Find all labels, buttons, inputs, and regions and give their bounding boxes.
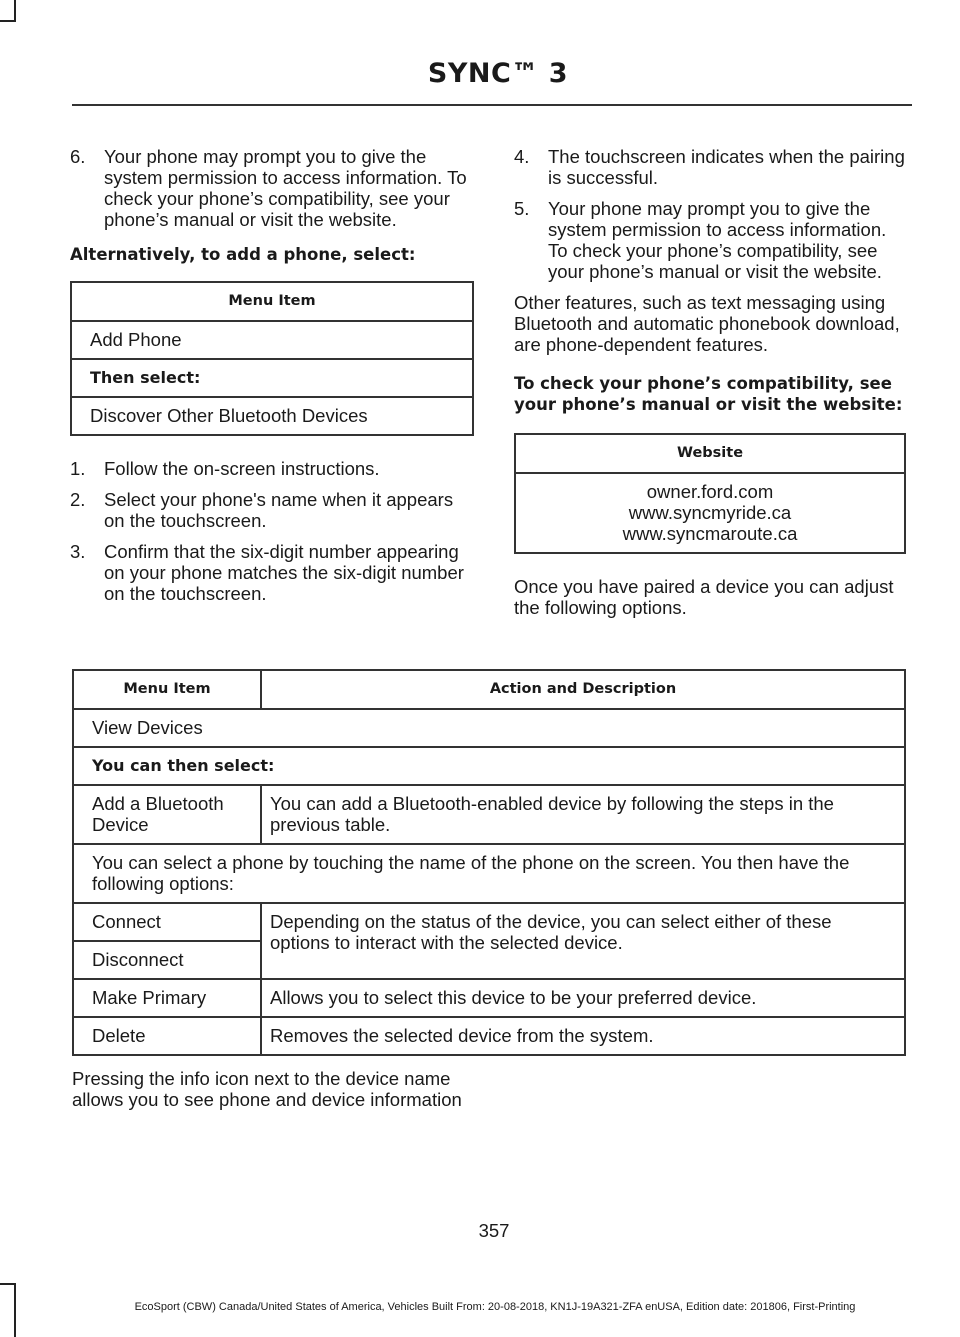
table-cell: You can add a Bluetooth-enabled device by following the steps in the previous table. bbox=[261, 785, 905, 844]
once-paired-paragraph: Once you have paired a device you can adjust the following options. bbox=[514, 576, 894, 618]
website-table bbox=[514, 433, 906, 554]
device-options-table bbox=[72, 669, 906, 1056]
crop-mark-top-left-h bbox=[0, 20, 16, 22]
table-cell: You can select a phone by touching the name of the phone on the screen. You then have the following options: bbox=[73, 844, 905, 903]
table-header: Website bbox=[515, 434, 905, 473]
table-cell: Allows you to select this device to be your preferred device. bbox=[261, 979, 905, 1017]
list-text: Follow the on-screen instructions. bbox=[104, 458, 380, 479]
left-column bbox=[70, 146, 474, 614]
table-cell: Then select: bbox=[71, 359, 473, 397]
list-item-6 bbox=[70, 146, 474, 230]
list-text: Confirm that the six-digit number appearing on your phone matches the six-digit number on the touchscreen. bbox=[104, 541, 464, 604]
website-link[interactable]: www.syncmyride.ca bbox=[628, 502, 792, 523]
table-cell: Depending on the status of the device, you can select either of these options to interact with the selected device. bbox=[261, 903, 905, 979]
website-link[interactable]: owner.ford.com bbox=[646, 481, 774, 502]
crop-mark-top-left-v bbox=[14, 0, 16, 22]
list-number: 1. bbox=[70, 458, 86, 479]
list-number: 6. bbox=[70, 146, 86, 167]
crop-mark-bottom-left-h bbox=[0, 1283, 16, 1285]
list-number: 2. bbox=[70, 489, 86, 510]
list-text: Select your phone's name when it appears on the touchscreen. bbox=[104, 489, 454, 531]
check-compatibility-heading: To check your phone’s compatibility, see your phone’s manual or visit the website: bbox=[514, 374, 903, 414]
list-item-4 bbox=[514, 146, 906, 188]
list-number: 4. bbox=[514, 146, 530, 167]
col-header-action: Action and Description bbox=[261, 670, 905, 709]
table-cell: You can then select: bbox=[73, 747, 905, 785]
table-header: Menu Item bbox=[71, 282, 473, 321]
table-cell: Make Primary bbox=[73, 979, 261, 1017]
list-text: Your phone may prompt you to give the system permission to access information. To check your phone’s compatibility, see your phone’s manual or visit the website. bbox=[104, 146, 467, 230]
page-number: 357 bbox=[478, 1220, 510, 1241]
info-icon-paragraph: Pressing the info icon next to the device name allows you to see phone and device information bbox=[72, 1068, 462, 1110]
list-number: 5. bbox=[514, 198, 530, 219]
right-column bbox=[514, 146, 906, 618]
other-features-paragraph: Other features, such as text messaging using Bluetooth and automatic phonebook download, are phone-dependent features. bbox=[514, 292, 900, 355]
list-text: The touchscreen indicates when the pairing is successful. bbox=[548, 146, 905, 188]
table-cell: Disconnect bbox=[73, 941, 261, 979]
header-rule bbox=[72, 104, 912, 106]
list-item-1 bbox=[70, 458, 474, 479]
alt-add-phone-heading: Alternatively, to add a phone, select: bbox=[70, 245, 416, 264]
table-cell: Add Phone bbox=[71, 321, 473, 359]
table-cell: Delete bbox=[73, 1017, 261, 1055]
page-header-title: SYNC™ 3 bbox=[427, 58, 568, 89]
table-cell: Add a Bluetooth Device bbox=[73, 785, 261, 844]
add-phone-menu-table bbox=[70, 281, 474, 436]
list-item-3 bbox=[70, 541, 474, 604]
list-text: Your phone may prompt you to give the system permission to access information. To check your phone’s compatibility, see your phone’s manual or visit the website. bbox=[548, 198, 887, 282]
document-footer: EcoSport (CBW) Canada/United States of America, Vehicles Built From: 20-08-2018, KN1J-19A321-ZFA enUSA, Edition date: 201806, First-Printing bbox=[134, 1301, 856, 1313]
list-item-2 bbox=[70, 489, 474, 531]
table-cell: Removes the selected device from the system. bbox=[261, 1017, 905, 1055]
table-cell: Connect bbox=[73, 903, 261, 941]
list-number: 3. bbox=[70, 541, 86, 562]
table-cell: Discover Other Bluetooth Devices bbox=[71, 397, 473, 435]
website-list-cell bbox=[515, 473, 905, 553]
col-header-menu-item: Menu Item bbox=[73, 670, 261, 709]
list-item-5 bbox=[514, 198, 906, 282]
table-cell: View Devices bbox=[73, 709, 905, 747]
website-link[interactable]: www.syncmaroute.ca bbox=[622, 523, 798, 544]
